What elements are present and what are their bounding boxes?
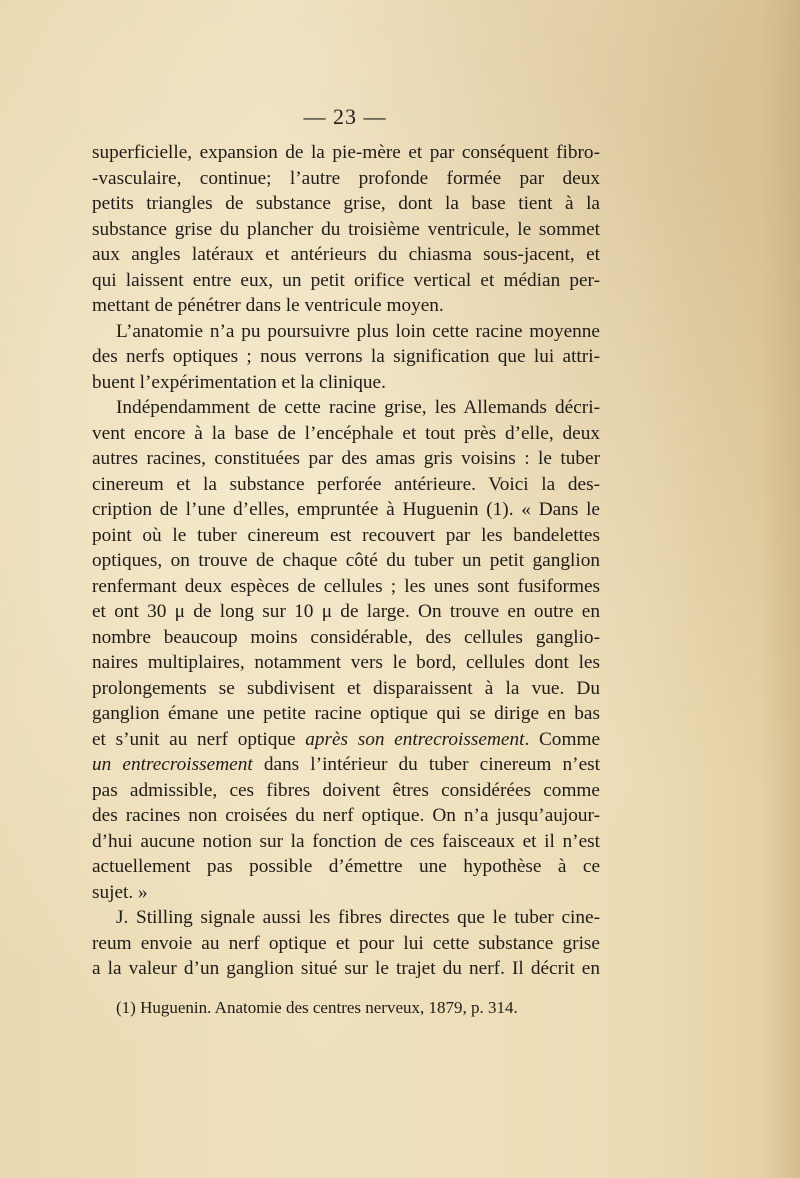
text-line: substance grise du plancher du troisième ventricule, le sommet bbox=[92, 218, 600, 240]
body-text bbox=[92, 140, 600, 982]
text-line: ganglion émane une petite racine optique qui se dirige en bas bbox=[92, 703, 600, 724]
text-line: superficielle, expansion de la pie-mère et par conséquent fibro- bbox=[92, 142, 600, 163]
text-line: pas admissible, ces fibres doivent êtres considérées comme bbox=[92, 779, 600, 801]
text-line: cinereum et la substance perforée antérieure. Voici la des- bbox=[92, 473, 600, 495]
italic-phrase: après son entrecroissement bbox=[305, 728, 525, 750]
text-line: des racines non croisées du nerf optique. On n’a jusqu’aujour- bbox=[92, 805, 600, 826]
italic-phrase: un entrecroissement bbox=[92, 754, 253, 775]
text-line: aux angles latéraux et antérieurs du chiasma sous-jacent, et bbox=[92, 244, 600, 265]
text-line: J. Stilling signale aussi les fibres directes que le tuber cine- bbox=[116, 907, 600, 928]
text-line bbox=[92, 727, 600, 753]
page-edge-shadow bbox=[760, 0, 800, 1178]
text-line: des nerfs optiques ; nous verrons la signification que lui attri- bbox=[92, 346, 600, 367]
text-line: Indépendamment de cette racine grise, les Allemands décri- bbox=[116, 397, 600, 418]
text-line: -vasculaire, continue; l’autre profonde formée par deux bbox=[92, 167, 600, 189]
text-line: L’anatomie n’a pu poursuivre plus loin cette racine moyenne bbox=[116, 320, 600, 342]
text-segment: dans l’intérieur du tuber cinereum n’est bbox=[252, 754, 600, 775]
text-line: sujet. » bbox=[92, 881, 148, 903]
text-line: point où le tuber cinereum est recouvert par les bandelettes bbox=[92, 524, 600, 546]
text-line: naires multiplaires, notamment vers le bord, cellules dont les bbox=[92, 652, 600, 673]
text-line: nombre beaucoup moins considérable, des cellules ganglio- bbox=[92, 626, 600, 648]
text-line: prolongements se subdivisent et disparaissent à la vue. Du bbox=[92, 677, 600, 699]
text-line: autres racines, constituées par des amas gris voisins : le tuber bbox=[92, 448, 600, 469]
footnote: (1) Huguenin. Anatomie des centres nerveux, 1879, p. 314. bbox=[116, 998, 518, 1017]
text-line: renfermant deux espèces de cellules ; les unes sont fusiformes bbox=[92, 575, 600, 597]
text-line: cription de l’une d’elles, empruntée à Huguenin (1). « Dans le bbox=[92, 499, 600, 520]
text-line: buent l’expérimentation et la clinique. bbox=[92, 371, 386, 393]
text-line: a la valeur d’un ganglion situé sur le trajet du nerf. Il décrit en bbox=[92, 958, 600, 979]
text-line: d’hui aucune notion sur la fonction de ces faisceaux et il n’est bbox=[92, 830, 600, 852]
text-line: optiques, on trouve de chaque côté du tuber un petit ganglion bbox=[92, 550, 600, 571]
text-line bbox=[92, 752, 600, 778]
text-line: qui laissent entre eux, un petit orifice vertical et médian per- bbox=[92, 269, 600, 291]
text-line: et ont 30 μ de long sur 10 μ de large. On trouve en outre en bbox=[92, 601, 600, 622]
text-line: reum envoie au nerf optique et pour lui cette substance grise bbox=[92, 932, 600, 954]
text-segment: . Comme bbox=[524, 728, 601, 750]
text-segment: et s’unit au nerf optique bbox=[92, 728, 306, 750]
text-line: mettant de pénétrer dans le ventricule moyen. bbox=[92, 295, 444, 316]
text-line: actuellement pas possible d’émettre une hypothèse à ce bbox=[92, 856, 600, 877]
page-number: — 23 — bbox=[303, 104, 387, 129]
text-line: petits triangles de substance grise, dont la base tient à la bbox=[92, 193, 600, 214]
text-line: vent encore à la base de l’encéphale et tout près d’elle, deux bbox=[92, 422, 600, 444]
